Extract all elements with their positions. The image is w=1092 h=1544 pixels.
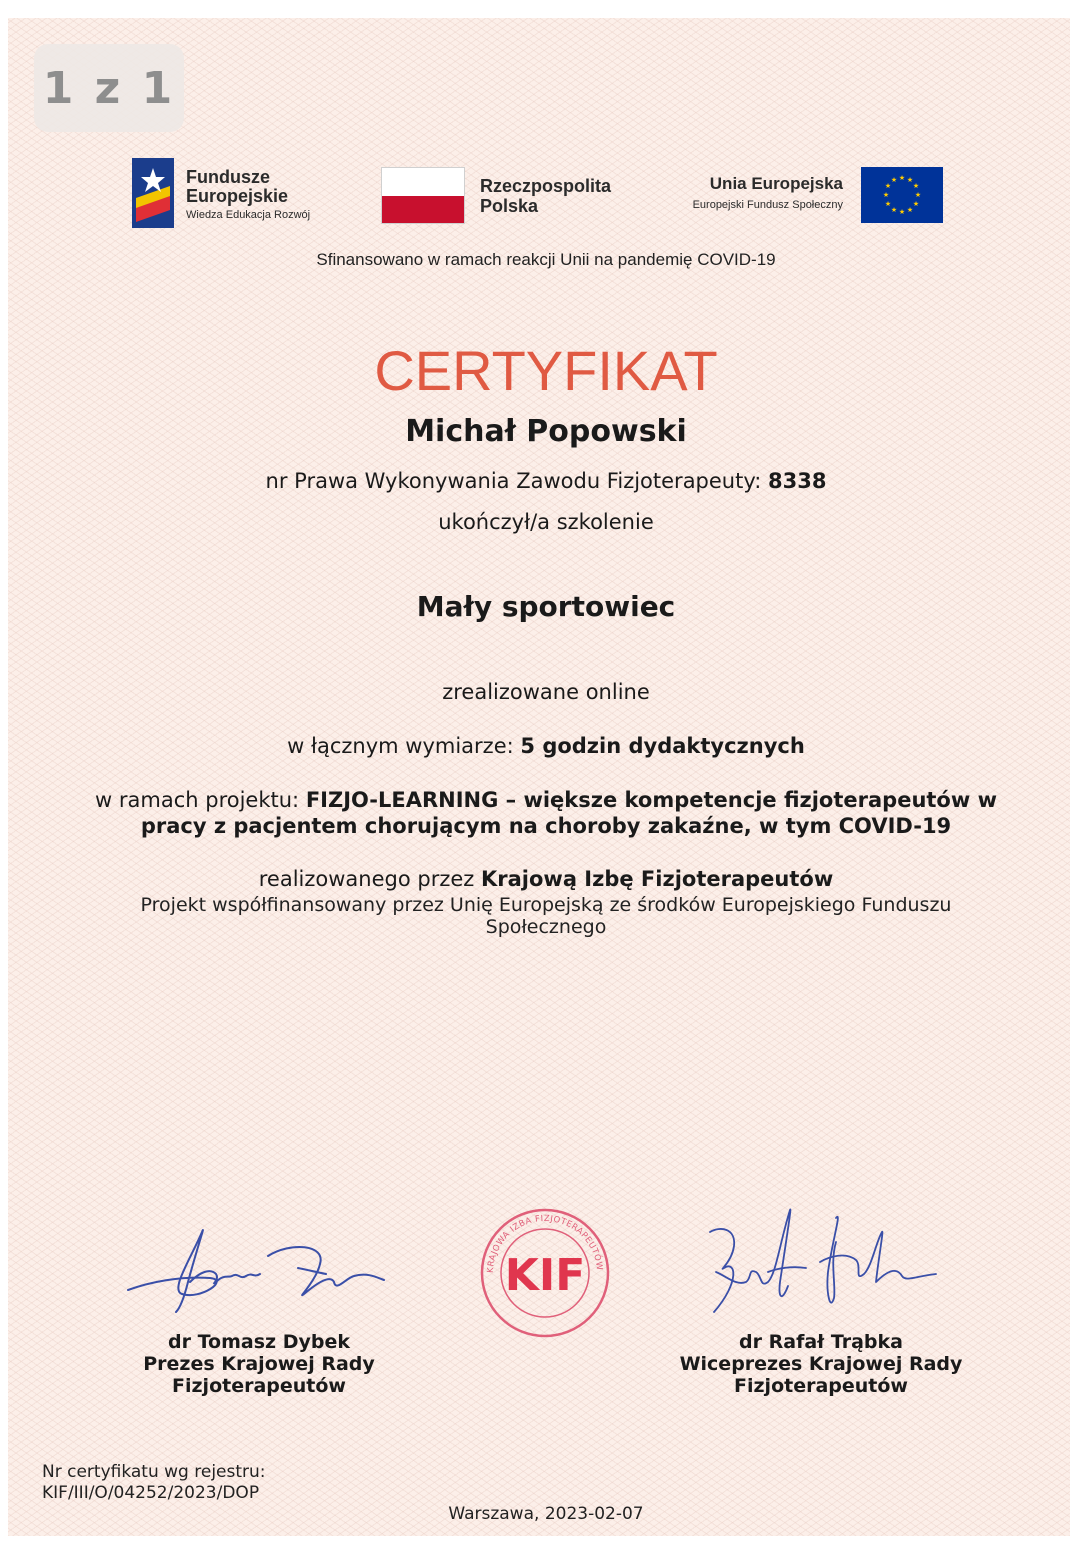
poland-flag-icon bbox=[381, 167, 465, 224]
realized-label: realizowanego przez bbox=[258, 867, 475, 891]
svg-text:★: ★ bbox=[890, 176, 898, 184]
rzeczpospolita-logo-text bbox=[480, 176, 611, 216]
eu-logo-line2: Europejski Fundusz Społeczny bbox=[692, 199, 843, 211]
svg-text:★: ★ bbox=[884, 200, 892, 208]
svg-text:★: ★ bbox=[912, 200, 920, 208]
svg-text:★: ★ bbox=[906, 206, 914, 214]
page-counter-badge: 1 z 1 bbox=[34, 44, 184, 132]
svg-text:★: ★ bbox=[906, 176, 914, 184]
signatory-2-role-line1: Wiceprezes Krajowej Rady bbox=[679, 1353, 963, 1375]
registry-block bbox=[42, 1462, 266, 1504]
stamp-ring-text: KRAJOWA IZBA FIZJOTERAPEUTÓW bbox=[485, 1213, 605, 1274]
holder-name: Michał Popowski bbox=[405, 414, 687, 449]
eu-logo-text bbox=[640, 174, 843, 211]
funding-note: Sfinansowano w ramach reakcji Unii na pandemię COVID-19 bbox=[316, 250, 776, 269]
svg-text:★: ★ bbox=[884, 182, 892, 190]
signature-dybek bbox=[120, 1212, 390, 1322]
hours-line bbox=[0, 734, 1092, 758]
hours-label: w łącznym wymiarze: bbox=[287, 734, 514, 758]
fe-star-icon bbox=[132, 158, 174, 228]
signatory-1 bbox=[99, 1331, 419, 1397]
registry-label: Nr certyfikatu wg rejestru: bbox=[42, 1462, 266, 1482]
project-name-line1: FIZJO-LEARNING – większe kompetencje fizjoterapeutów w bbox=[305, 788, 997, 812]
fe-logo-line2: Europejskie bbox=[186, 186, 289, 206]
pl-logo-line1: Rzeczpospolita bbox=[480, 176, 612, 196]
cofinance-note bbox=[0, 894, 1092, 938]
license-line bbox=[0, 469, 1092, 493]
project-block bbox=[0, 787, 1092, 839]
signature-trabka bbox=[696, 1202, 956, 1332]
eu-flag-icon bbox=[861, 167, 943, 223]
mode-text: zrealizowane online bbox=[442, 680, 650, 704]
fundusze-europejskie-logo bbox=[132, 158, 332, 228]
stamp-logo-text: KIF bbox=[504, 1250, 586, 1301]
project-line1 bbox=[0, 787, 1092, 813]
signatory-2-role-line2: Fizjoterapeutów bbox=[734, 1375, 908, 1397]
fe-logo-line3: Wiedza Edukacja Rozwój bbox=[186, 209, 311, 221]
license-number: 8338 bbox=[768, 469, 827, 493]
fe-logo-line1: Fundusze bbox=[186, 167, 270, 187]
svg-text:★: ★ bbox=[912, 182, 920, 190]
course-name: Mały sportowiec bbox=[416, 590, 676, 623]
signatory-1-role-line2: Fizjoterapeutów bbox=[172, 1375, 346, 1397]
svg-text:★: ★ bbox=[890, 206, 898, 214]
signatory-2 bbox=[661, 1331, 981, 1397]
eu-logo-line1: Unia Europejska bbox=[709, 174, 843, 193]
kif-stamp bbox=[478, 1206, 612, 1340]
signatory-1-name: dr Tomasz Dybek bbox=[168, 1331, 350, 1353]
project-name-line2: pracy z pacjentem chorującym na choroby zakaźne, w tym COVID-19 bbox=[140, 814, 952, 838]
signatory-2-name: dr Rafał Trąbka bbox=[739, 1331, 903, 1353]
svg-text:★: ★ bbox=[898, 208, 906, 216]
realized-by: Krajową Izbę Fizjoterapeutów bbox=[481, 867, 834, 891]
svg-text:★: ★ bbox=[914, 191, 922, 199]
svg-text:★: ★ bbox=[898, 174, 906, 182]
cofinance-line1: Projekt współfinansowany przez Unię Europejską ze środków Europejskiego Funduszu bbox=[140, 894, 952, 916]
license-label: nr Prawa Wykonywania Zawodu Fizjoterapeuty: bbox=[265, 469, 762, 493]
pl-logo-line2: Polska bbox=[480, 196, 539, 216]
place-date: Warszawa, 2023-02-07 bbox=[448, 1504, 644, 1524]
certificate-title: CERTYFIKAT bbox=[374, 339, 718, 402]
realized-line bbox=[0, 867, 1092, 891]
registry-number: KIF/III/O/04252/2023/DOP bbox=[42, 1483, 260, 1503]
completed-text: ukończył/a szkolenie bbox=[438, 510, 654, 534]
cofinance-line2: Społecznego bbox=[485, 916, 607, 938]
svg-text:★: ★ bbox=[882, 191, 890, 199]
signatory-1-role-line1: Prezes Krajowej Rady bbox=[143, 1353, 375, 1375]
hours-value: 5 godzin dydaktycznych bbox=[520, 734, 805, 758]
project-label: w ramach projektu: bbox=[95, 788, 300, 812]
